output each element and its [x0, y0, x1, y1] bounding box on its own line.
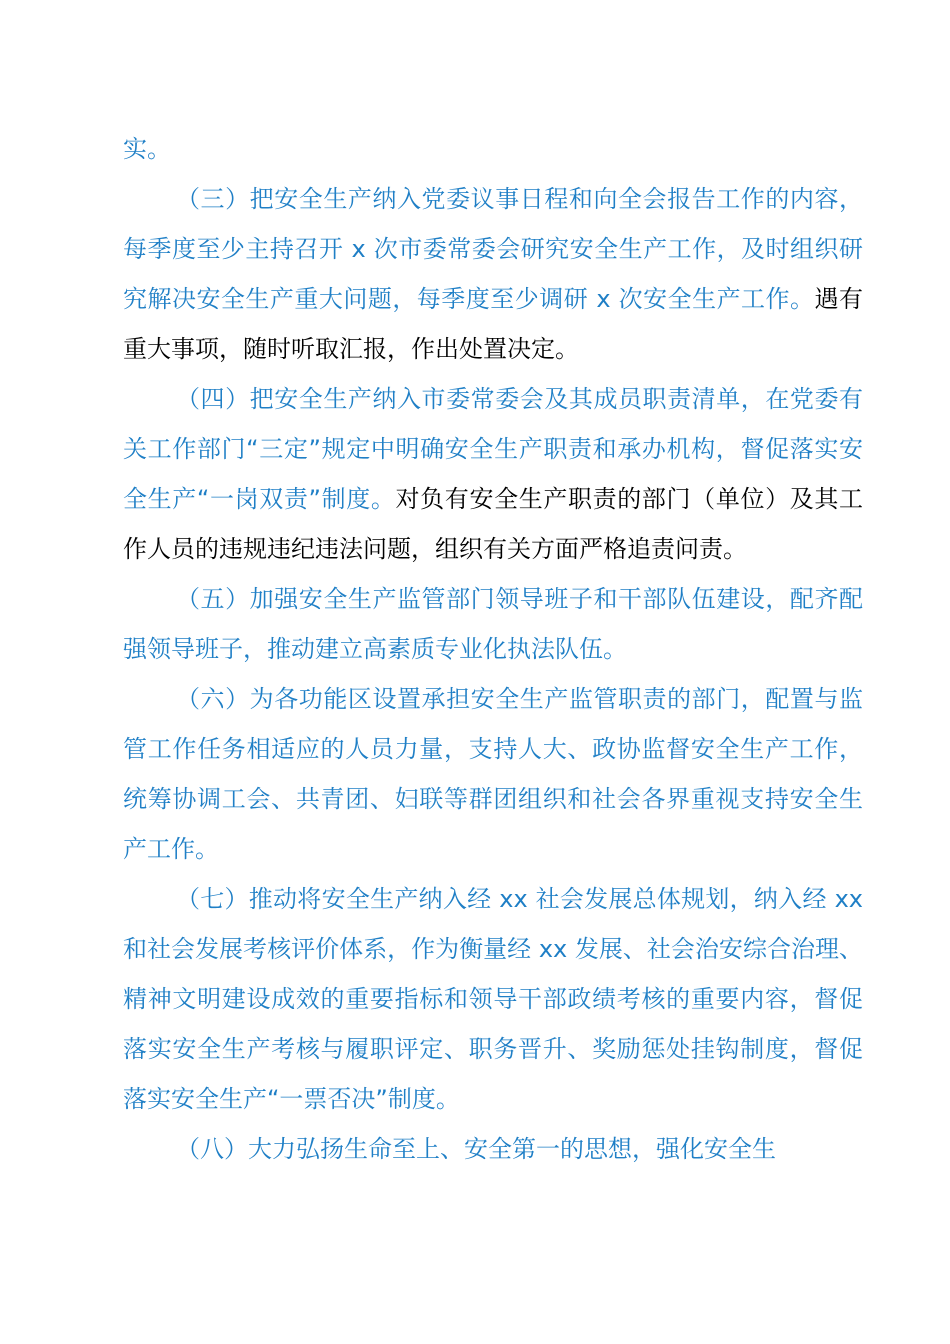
- paragraph-item-8: [123, 1124, 863, 1174]
- paragraph-item-5: [123, 574, 863, 674]
- paragraph-continued: [123, 124, 863, 174]
- text-segment: 遇有重大事项，随时听取汇报，作出处置决定。: [123, 285, 863, 363]
- text-segment: （八）大力弘扬生命至上、安全第一的思想，强化安全生: [176, 1135, 776, 1163]
- paragraph-item-4: [123, 374, 863, 574]
- text-segment: 实。: [123, 135, 171, 163]
- text-segment: （五）加强安全生产监管部门领导班子和干部队伍建设，配齐配强领导班子，推动建立高素质专业化执法队伍。: [123, 585, 863, 663]
- text-segment: （三）把安全生产纳入党委议事日程和向全会报告工作的内容，每季度至少主持召开 x 次市委常委会研究安全生产工作，及时组织研究解决安全生产重大问题，每季度至少调研 x 次安全生产工作。: [123, 185, 863, 313]
- text-segment: （四）把安全生产纳入市委常委会及其成员职责清单，在党委有关工作部门“三定”规定中明确安全生产职责和承办机构，督促落实安全生产“一岗双责”制度。: [123, 385, 863, 513]
- paragraph-item-3: [123, 174, 863, 374]
- text-segment: （六）为各功能区设置承担安全生产监管职责的部门，配置与监管工作任务相适应的人员力量，支持人大、政协监督安全生产工作，统筹协调工会、共青团、妇联等群团组织和社会各界重视支持安全生产工作。: [123, 685, 863, 863]
- document-body: [123, 124, 863, 1174]
- paragraph-item-7: [123, 874, 863, 1124]
- text-segment: 对负有安全生产职责的部门（单位）及其工作人员的违规违纪违法问题，组织有关方面严格追责问责。: [123, 485, 864, 563]
- text-segment: （七）推动将安全生产纳入经 xx 社会发展总体规划，纳入经 xx 和社会发展考核评价体系，作为衡量经 xx 发展、社会治安综合治理、精神文明建设成效的重要指标和领导干部政绩考核的重要内容，督促落实安全生产考核与履职评定、职务晋升、奖励惩处挂钩制度，督促落实安全生产“一票否决”制度。: [123, 885, 863, 1113]
- paragraph-item-6: [123, 674, 863, 874]
